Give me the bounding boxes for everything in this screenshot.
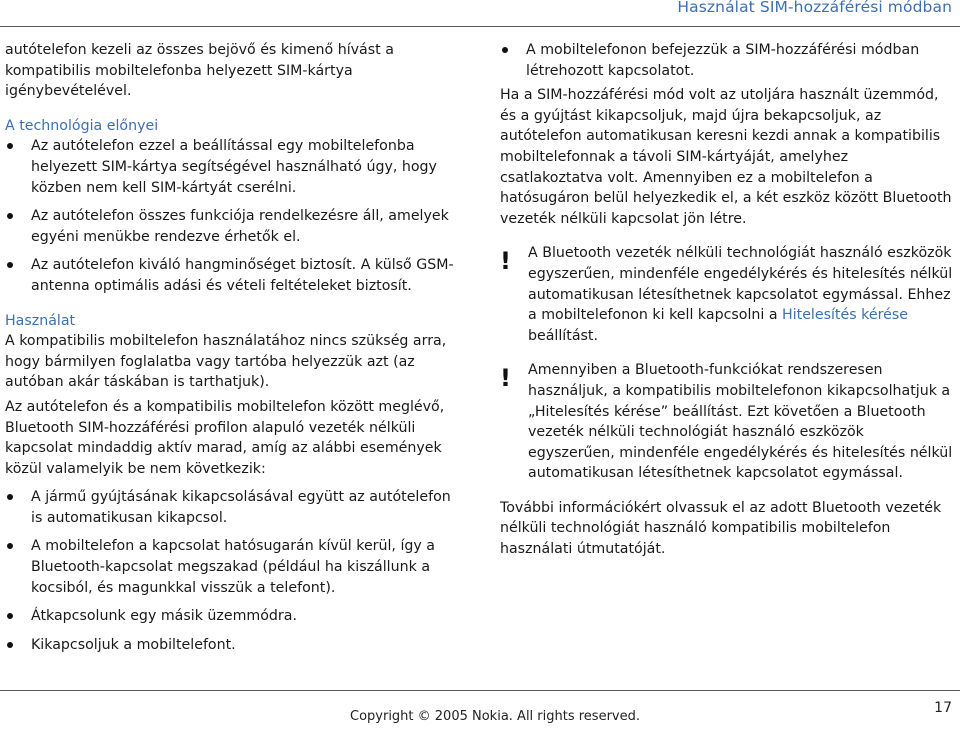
usage-paragraph: Az autótelefon és a kompatibilis mobiltelefon között meglévő, Bluetooth SIM-hozzáférési profilon alapuló vezeték nélküli kapcsolat mindaddig aktív marad, amíg az alábbi események közül valamelyik be nem következik:: [5, 398, 445, 477]
end-connection-item: A mobiltelefonon befejezzük a SIM-hozzáférési módban létrehozott kapcsolatot.: [500, 40, 955, 81]
page-header-title: Használat SIM-hozzáférési módban: [677, 0, 952, 16]
warning-text-part: A Bluetooth vezeték nélküli technológiát használó eszközök egyszerűen, mindenféle engedélykérés és hitelesítés nélkül automatikusan létesíthetnek kapcsolatot egymással. Ehhez a mobiltelefonon ki kell kapcsolni a: [528, 245, 953, 324]
warning-block: [500, 243, 955, 346]
footer-divider: [0, 690, 960, 691]
warning-icon: !: [500, 247, 511, 276]
more-info-paragraph: További információkért olvassuk el az adott Bluetooth vezeték nélküli technológiát használó kompatibilis mobiltelefon használati útmutatóját.: [500, 499, 942, 558]
warning-text-end: beállítást.: [528, 327, 598, 344]
warning-icon: !: [500, 364, 511, 393]
event-item: Átkapcsolunk egy másik üzemmódra.: [5, 606, 465, 627]
event-item: Kikapcsoljuk a mobiltelefont.: [5, 635, 465, 656]
warning-text: [528, 243, 955, 346]
authentication-setting-link[interactable]: Hitelesítés kérése: [782, 307, 908, 324]
event-item: A jármű gyújtásának kikapcsolásával együtt az autótelefon is automatikusan kikapcsol.: [5, 487, 465, 528]
usage-heading: Használat: [5, 312, 76, 329]
intro-paragraph: autótelefon kezeli az összes bejövő és kimenő hívást a kompatibilis mobiltelefonba helyezett SIM-kártya igénybevételével.: [5, 42, 394, 100]
usage-paragraph: A kompatibilis mobiltelefon használatához nincs szükség arra, hogy bármilyen foglalatba vagy tartóba helyezzük azt (az autóban akár táskában is tarthatjuk).: [5, 333, 447, 391]
warning-block: [500, 360, 955, 484]
event-item: A mobiltelefon a kapcsolat hatósugarán kívül kerül, így a Bluetooth-kapcsolat megszakad (például ha kiszállunk a kocsiból, és magunkkal visszük a telefont).: [5, 536, 465, 598]
right-column: [500, 40, 955, 560]
advantage-item: Az autótelefon kiváló hangminőséget biztosít. A külső GSM-antenna optimális adási és vételi feltételeket biztosít.: [5, 255, 465, 296]
advantages-heading: A technológia előnyei: [5, 117, 159, 134]
page-number: 17: [934, 700, 952, 716]
copyright-notice: Copyright © 2005 Nokia. All rights reserved.: [350, 709, 640, 724]
advantage-item: Az autótelefon ezzel a beállítással egy mobiltelefonba helyezett SIM-kártya segítségével használható úgy, hogy közben nem kell SIM-kártyát cserélni.: [5, 136, 465, 198]
header-divider: [0, 26, 960, 27]
reconnect-paragraph: Ha a SIM-hozzáférési mód volt az utoljára használt üzemmód, és a gyújtást kikapcsoljuk, majd újra bekapcsoljuk, az autótelefon automatikusan keresni kezdi annak a kompatibilis mobiltelefonnak a távoli SIM-kártyáját, amelyhez csatlakoztatva volt. Amennyiben ez a mobiltelefon a hatósugáron belül helyezkedik el, a két eszköz között Bluetooth vezeték nélküli kapcsolat jön létre.: [500, 87, 952, 227]
warning-text: Amennyiben a Bluetooth-funkciókat rendszeresen használjuk, a kompatibilis mobiltelefonon kikapcsolhatjuk a „Hitelesítés kérése” beállítást. Ezt követően a Bluetooth vezeték nélküli technológiát használó eszközök egyszerűen, mindenféle engedélykérés és hitelesítés nélkül automatikusan létesíthetnek kapcsolatot egymással.: [528, 362, 953, 482]
advantage-item: Az autótelefon összes funkciója rendelkezésre áll, amelyek egyéni menükbe rendezve érhetők el.: [5, 206, 465, 247]
left-column: [5, 40, 465, 655]
